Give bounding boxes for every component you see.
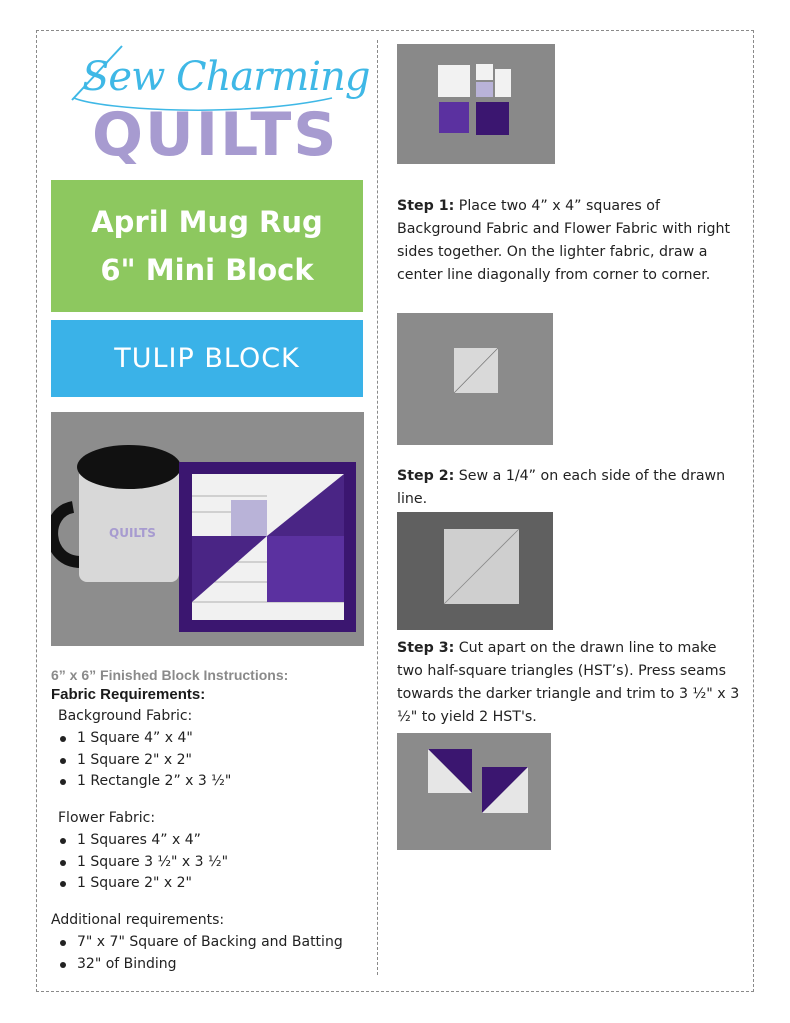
fabric-pieces-image — [397, 44, 555, 164]
title-banner — [51, 180, 363, 312]
step-1-photo — [397, 313, 553, 445]
instructions-heading: 6” x 6” Finished Block Instructions: — [51, 667, 289, 683]
flower-fabric-label: Flower Fabric: — [58, 810, 156, 826]
list-item: 1 Squares 4” x 4” — [58, 830, 228, 852]
step-3-image — [397, 733, 551, 850]
mug-rug-image — [51, 412, 364, 646]
background-fabric-label: Background Fabric: — [58, 708, 193, 724]
logo-script-text: Sew Charming — [82, 54, 370, 100]
mug-print-text: QUILTS — [109, 526, 156, 540]
column-divider — [377, 40, 378, 975]
step-2-image — [397, 512, 553, 630]
additional-requirements-list — [58, 932, 343, 975]
block-name-banner — [51, 320, 363, 397]
fabric-pieces-photo — [397, 44, 555, 164]
background-fabric-list — [58, 728, 231, 793]
step-2-photo — [397, 512, 553, 630]
fabric-requirements-heading: Fabric Requirements: — [51, 686, 206, 703]
logo-quilts-text: QUILTS — [92, 100, 339, 170]
block-name: TULIP BLOCK — [114, 343, 300, 374]
step-3: Step 3: Cut apart on the drawn line to make two half-square triangles (HST’s). Press seams towards the darker triangle and trim to 3 ½" x 3 ½" to yield 2 HST's. — [397, 640, 740, 725]
step-2: Step 2: Sew a 1/4” on each side of the drawn line. — [397, 468, 726, 507]
list-item: 1 Square 4” x 4" — [58, 728, 231, 750]
list-item: 1 Square 2" x 2" — [58, 873, 228, 895]
list-item: 1 Square 3 ½" x 3 ½" — [58, 852, 228, 874]
step-3-photo — [397, 733, 551, 850]
title-line-1: April Mug Rug — [91, 205, 323, 239]
mug-rug-photo — [51, 412, 364, 646]
list-item: 7" x 7" Square of Backing and Batting — [58, 932, 343, 954]
list-item: 32" of Binding — [58, 954, 343, 976]
list-item: 1 Rectangle 2” x 3 ½" — [58, 771, 231, 793]
title-line-2: 6" Mini Block — [100, 253, 314, 287]
sew-charming-quilts-logo — [62, 40, 370, 175]
flower-fabric-list — [58, 830, 228, 895]
list-item: 1 Square 2" x 2" — [58, 750, 231, 772]
additional-requirements-label: Additional requirements: — [51, 912, 225, 928]
step-1: Step 1: Place two 4” x 4” squares of Background Fabric and Flower Fabric with right sides together. On the lighter fabric, draw a center line diagonally from corner to corner. — [397, 198, 731, 283]
step-1-image — [397, 313, 553, 445]
